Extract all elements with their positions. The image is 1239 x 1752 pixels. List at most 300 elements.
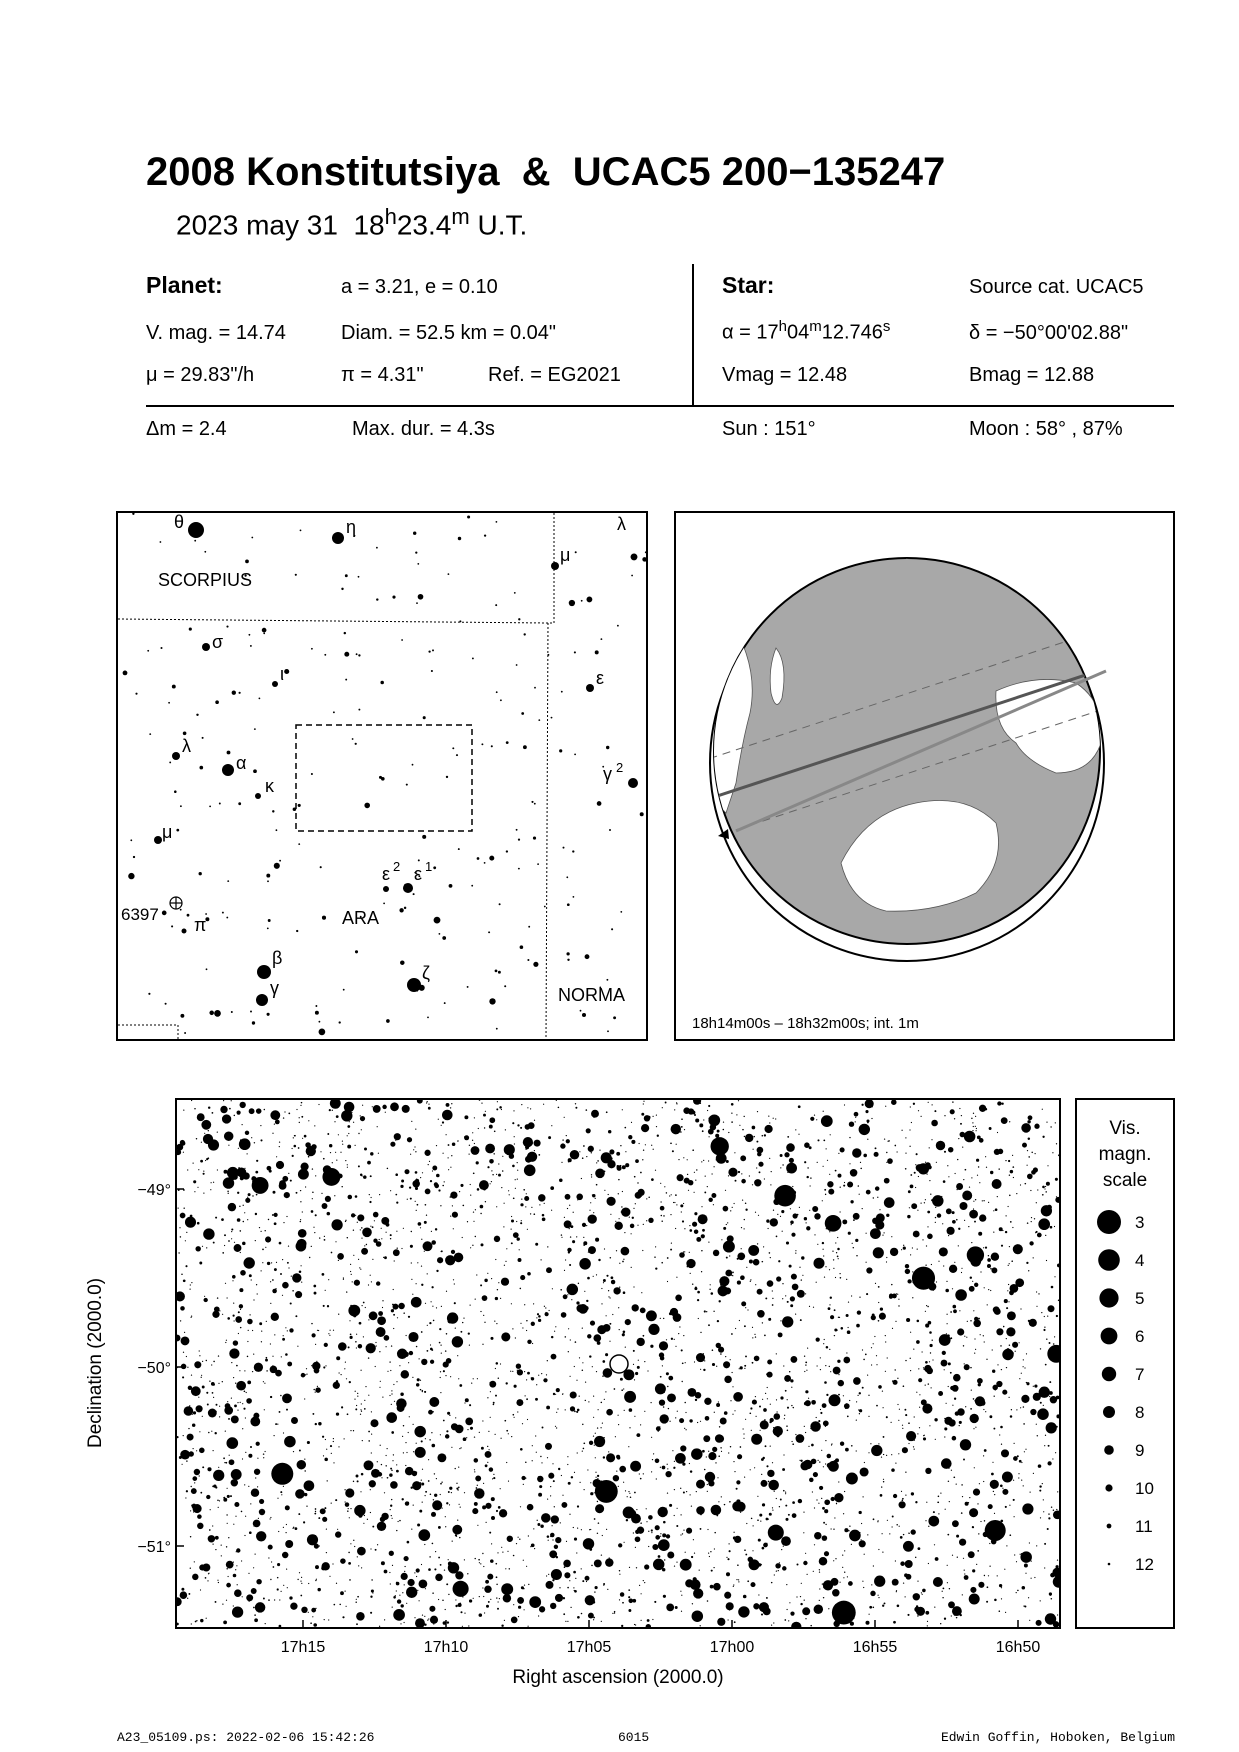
field-star <box>527 1340 531 1344</box>
field-star <box>561 1162 562 1163</box>
field-star <box>560 1289 562 1291</box>
field-star <box>949 1501 950 1502</box>
field-star <box>668 1376 673 1381</box>
field-star <box>223 1497 224 1498</box>
field-star <box>298 1229 307 1238</box>
field-star <box>639 1473 640 1474</box>
field-star <box>914 1172 916 1174</box>
field-star <box>561 1502 567 1508</box>
finder-star <box>180 805 182 807</box>
field-star <box>980 1521 981 1522</box>
field-star <box>585 1381 586 1382</box>
field-star <box>737 1564 739 1566</box>
field-star <box>440 1344 441 1345</box>
field-star <box>415 1171 418 1174</box>
field-star <box>714 1532 716 1534</box>
field-star <box>950 1337 952 1339</box>
field-star <box>362 1440 363 1441</box>
field-star <box>205 1577 207 1579</box>
star-epsilon1 <box>403 883 413 893</box>
field-star <box>974 1338 975 1339</box>
field-star <box>738 1606 749 1617</box>
field-star <box>928 1283 936 1291</box>
field-star <box>389 1572 390 1573</box>
field-star <box>239 1304 243 1308</box>
field-star <box>1034 1124 1039 1129</box>
field-star <box>579 1395 580 1396</box>
field-star <box>565 1194 571 1200</box>
field-star <box>311 1365 312 1366</box>
table-divider-vertical <box>692 264 694 405</box>
field-star <box>838 1380 844 1386</box>
field-star <box>713 1583 721 1591</box>
field-star <box>816 1282 817 1283</box>
field-star <box>588 1214 597 1223</box>
field-star <box>402 1592 403 1593</box>
field-star <box>570 1391 577 1398</box>
field-star <box>1038 1464 1042 1468</box>
field-star <box>728 1175 729 1176</box>
field-star <box>493 1404 495 1406</box>
field-star <box>240 1309 241 1310</box>
target-star-marker-icon <box>610 1355 628 1373</box>
field-star <box>315 1392 316 1393</box>
field-star <box>450 1216 451 1217</box>
field-star <box>420 1227 421 1228</box>
field-star <box>256 1531 266 1541</box>
field-star <box>314 1292 317 1295</box>
field-star <box>974 1353 975 1354</box>
finder-star <box>180 909 182 911</box>
field-star <box>1038 1218 1050 1230</box>
field-star <box>936 1162 937 1163</box>
field-star <box>405 1442 406 1443</box>
field-star <box>902 1500 904 1502</box>
field-star <box>985 1520 1006 1541</box>
field-star <box>591 1152 592 1153</box>
field-star <box>735 1328 736 1329</box>
field-star <box>389 1551 394 1556</box>
field-star <box>392 1607 393 1608</box>
field-star <box>622 1165 626 1169</box>
planet-diameter: Diam. = 52.5 km = 0.04" <box>341 322 556 344</box>
field-star <box>782 1298 783 1299</box>
field-star <box>707 1484 708 1485</box>
field-star <box>338 1372 339 1373</box>
field-star <box>856 1255 857 1256</box>
field-star <box>744 1477 745 1478</box>
field-star <box>723 1129 725 1131</box>
field-star <box>664 1186 665 1187</box>
field-star <box>390 1190 391 1191</box>
field-star <box>717 1477 718 1478</box>
field-star <box>429 1397 439 1407</box>
field-star <box>426 1350 428 1352</box>
field-star <box>867 1534 868 1535</box>
field-star <box>313 1389 315 1391</box>
field-star <box>407 1579 414 1586</box>
field-star <box>270 1281 271 1282</box>
field-star <box>707 1529 708 1530</box>
field-star <box>732 1275 733 1276</box>
field-star <box>674 1566 675 1567</box>
field-star <box>562 1139 563 1140</box>
field-star <box>667 1468 668 1469</box>
field-star <box>734 1536 741 1543</box>
field-star <box>285 1327 286 1328</box>
field-star <box>736 1480 740 1484</box>
finder-star <box>523 745 527 749</box>
field-star <box>333 1438 334 1439</box>
field-star <box>634 1379 635 1380</box>
field-star <box>379 1529 380 1530</box>
field-star <box>684 1178 690 1184</box>
finder-star <box>471 885 473 887</box>
field-star <box>811 1444 814 1447</box>
finder-star <box>196 714 198 716</box>
field-star <box>607 1589 608 1590</box>
field-star <box>643 1224 644 1225</box>
field-star <box>832 1251 833 1252</box>
field-star <box>498 1601 499 1602</box>
field-star <box>413 1424 414 1425</box>
field-star <box>597 1427 598 1428</box>
field-star <box>425 1189 431 1195</box>
field-star <box>857 1395 858 1396</box>
field-star <box>762 1547 765 1550</box>
field-star <box>738 1579 739 1580</box>
legend-mag-9-dot <box>1104 1445 1114 1455</box>
field-star <box>315 1565 319 1569</box>
field-star <box>603 1368 613 1378</box>
field-star <box>490 1337 493 1340</box>
field-star <box>603 1282 604 1283</box>
field-star <box>257 1293 258 1294</box>
field-star <box>417 1590 418 1591</box>
field-star <box>703 1369 705 1371</box>
field-star <box>177 1291 185 1301</box>
field-star <box>837 1237 838 1238</box>
field-star <box>248 1573 249 1574</box>
field-star <box>387 1477 389 1479</box>
field-star <box>810 1421 821 1432</box>
field-star <box>358 1565 359 1566</box>
field-star <box>846 1473 858 1485</box>
field-star <box>515 1188 516 1189</box>
field-star <box>623 1259 624 1260</box>
field-star <box>848 1302 849 1303</box>
field-star <box>314 1232 315 1233</box>
field-star <box>361 1403 362 1404</box>
field-star <box>661 1262 663 1264</box>
field-star <box>387 1448 388 1449</box>
field-star <box>873 1565 874 1566</box>
field-star <box>998 1149 1003 1154</box>
field-star <box>470 1427 473 1430</box>
field-star <box>212 1486 214 1488</box>
field-star <box>520 1288 522 1290</box>
field-star <box>472 1245 473 1246</box>
field-star <box>404 1622 405 1623</box>
field-star <box>1053 1619 1054 1620</box>
field-star <box>1012 1155 1013 1156</box>
field-star <box>491 1516 495 1520</box>
field-star <box>246 1392 247 1393</box>
field-star <box>898 1299 899 1300</box>
field-star <box>1047 1528 1049 1530</box>
field-star <box>983 1409 984 1410</box>
field-star <box>370 1612 372 1614</box>
star-gamma2 <box>628 778 638 788</box>
field-star <box>835 1170 837 1172</box>
field-star <box>666 1372 669 1375</box>
field-star <box>215 1549 216 1550</box>
field-star <box>613 1287 620 1294</box>
field-star <box>905 1414 907 1416</box>
field-star <box>755 1284 756 1285</box>
field-star <box>983 1335 984 1336</box>
field-star <box>324 1458 328 1462</box>
field-star <box>730 1446 731 1447</box>
field-star <box>348 1562 351 1565</box>
field-star <box>1027 1174 1033 1180</box>
field-star <box>353 1314 356 1317</box>
field-star <box>694 1192 695 1193</box>
field-star <box>961 1115 962 1116</box>
field-star <box>647 1619 650 1622</box>
field-star <box>992 1370 995 1373</box>
field-star <box>576 1411 578 1413</box>
field-star <box>716 1366 717 1367</box>
field-star <box>459 1537 460 1538</box>
field-star <box>228 1193 229 1194</box>
field-star <box>625 1151 626 1152</box>
field-star <box>766 1597 768 1599</box>
field-star <box>992 1179 1002 1189</box>
field-star <box>785 1493 786 1494</box>
field-star <box>846 1314 849 1317</box>
field-star <box>638 1189 645 1196</box>
finder-star <box>499 903 501 905</box>
field-star <box>1020 1184 1021 1185</box>
field-star <box>430 1348 433 1351</box>
field-star <box>280 1273 282 1275</box>
field-star <box>825 1463 826 1464</box>
field-star <box>457 1519 458 1520</box>
field-star <box>381 1228 382 1229</box>
field-star <box>405 1169 410 1174</box>
field-star <box>762 1503 765 1506</box>
field-star <box>459 1448 460 1449</box>
finder-star <box>251 537 253 539</box>
field-star <box>1049 1396 1050 1397</box>
field-star <box>604 1399 605 1400</box>
field-star <box>247 1197 248 1198</box>
field-star <box>191 1282 192 1283</box>
field-star <box>937 1213 941 1217</box>
field-star <box>573 1527 574 1528</box>
field-star <box>555 1537 561 1543</box>
field-star <box>1044 1567 1045 1568</box>
field-star <box>213 1182 214 1183</box>
field-star <box>432 1411 434 1413</box>
field-star <box>385 1346 386 1347</box>
field-star <box>390 1468 392 1470</box>
field-star <box>673 1202 674 1203</box>
field-star <box>948 1481 949 1482</box>
field-star <box>749 1412 751 1414</box>
field-star <box>785 1390 787 1392</box>
field-star <box>1018 1473 1019 1474</box>
field-star <box>943 1588 945 1590</box>
field-star <box>850 1479 851 1480</box>
field-star <box>676 1103 677 1104</box>
field-star <box>725 1190 726 1191</box>
field-star <box>602 1423 603 1424</box>
field-star <box>188 1428 189 1429</box>
field-star <box>741 1301 746 1306</box>
field-star <box>702 1229 705 1232</box>
field-star <box>813 1472 818 1477</box>
field-star <box>809 1210 810 1211</box>
field-star <box>931 1120 938 1127</box>
field-star <box>880 1494 883 1497</box>
field-star <box>733 1532 734 1533</box>
field-star <box>256 1284 257 1285</box>
field-star <box>690 1470 692 1472</box>
field-star <box>809 1478 814 1483</box>
field-star <box>978 1318 980 1320</box>
field-star <box>790 1304 793 1307</box>
field-star <box>403 1452 404 1453</box>
field-star <box>636 1567 637 1568</box>
field-star <box>458 1466 459 1467</box>
field-star <box>799 1460 800 1461</box>
field-star <box>593 1436 594 1437</box>
field-star <box>447 1412 450 1415</box>
field-star <box>631 1267 632 1268</box>
field-star <box>523 1484 524 1485</box>
field-star <box>523 1189 525 1191</box>
finder-star <box>355 743 357 745</box>
star-pi <box>182 929 187 934</box>
field-star <box>633 1208 634 1209</box>
field-star <box>905 1560 913 1568</box>
field-star <box>547 1499 548 1500</box>
field-star <box>680 1534 681 1535</box>
field-star <box>301 1373 306 1378</box>
field-star <box>304 1480 315 1491</box>
field-star <box>226 1561 234 1569</box>
finder-star <box>528 926 530 928</box>
field-star <box>1020 1554 1021 1555</box>
field-star <box>922 1239 923 1240</box>
field-star <box>391 1309 394 1312</box>
field-star <box>234 1320 235 1321</box>
finder-star <box>380 681 384 685</box>
field-star <box>191 1317 192 1318</box>
field-star <box>576 1194 583 1201</box>
field-star <box>680 1488 681 1489</box>
field-star <box>1049 1391 1053 1395</box>
field-star <box>242 1596 243 1597</box>
field-star <box>1020 1308 1021 1309</box>
field-star <box>517 1411 518 1412</box>
field-star <box>335 1241 336 1242</box>
field-star <box>377 1126 378 1127</box>
field-star <box>761 1480 768 1487</box>
field-star <box>855 1239 858 1242</box>
field-star <box>1044 1327 1045 1328</box>
field-star <box>1006 1327 1015 1336</box>
field-star <box>892 1380 894 1382</box>
field-star <box>1045 1191 1047 1193</box>
field-star <box>956 1219 958 1221</box>
field-star <box>180 1140 185 1145</box>
field-star <box>212 1543 213 1544</box>
field-star <box>1000 1426 1003 1429</box>
field-star <box>1009 1195 1011 1197</box>
field-star <box>708 1136 709 1137</box>
finder-star <box>180 1014 184 1018</box>
field-star <box>482 1183 483 1184</box>
field-star <box>712 1447 717 1452</box>
field-star <box>299 1270 302 1273</box>
field-star <box>424 1616 425 1617</box>
field-star <box>621 1206 622 1207</box>
field-star <box>964 1220 965 1221</box>
field-star <box>927 1234 933 1240</box>
field-star <box>409 1416 410 1417</box>
field-star <box>925 1265 926 1266</box>
field-star <box>734 1471 735 1472</box>
field-star <box>961 1272 962 1273</box>
field-star <box>791 1224 792 1225</box>
field-star <box>970 1367 972 1369</box>
field-star <box>1046 1422 1057 1433</box>
field-star <box>185 1217 196 1228</box>
field-star <box>282 1393 292 1403</box>
field-star <box>1039 1490 1041 1492</box>
field-star <box>750 1279 751 1280</box>
field-star <box>737 1258 739 1260</box>
field-star <box>856 1324 860 1328</box>
field-star <box>620 1378 623 1381</box>
field-star <box>538 1493 542 1497</box>
field-star <box>202 1361 203 1362</box>
field-star <box>1043 1499 1044 1500</box>
field-star <box>485 1464 488 1467</box>
field-star <box>1055 1178 1058 1181</box>
field-star <box>180 1591 188 1599</box>
field-star <box>304 1458 305 1459</box>
field-star <box>727 1249 728 1250</box>
field-star <box>564 1270 565 1271</box>
field-star <box>762 1399 763 1400</box>
field-star <box>395 1595 396 1596</box>
field-star <box>896 1590 897 1591</box>
field-star <box>957 1159 958 1160</box>
field-star <box>556 1412 557 1413</box>
field-star <box>824 1551 829 1556</box>
field-star <box>643 1335 645 1337</box>
finder-star <box>495 604 497 606</box>
field-star <box>297 1460 306 1469</box>
field-star <box>376 1345 377 1346</box>
field-star <box>401 1604 404 1607</box>
field-star <box>1008 1301 1009 1302</box>
field-star <box>437 1257 443 1263</box>
